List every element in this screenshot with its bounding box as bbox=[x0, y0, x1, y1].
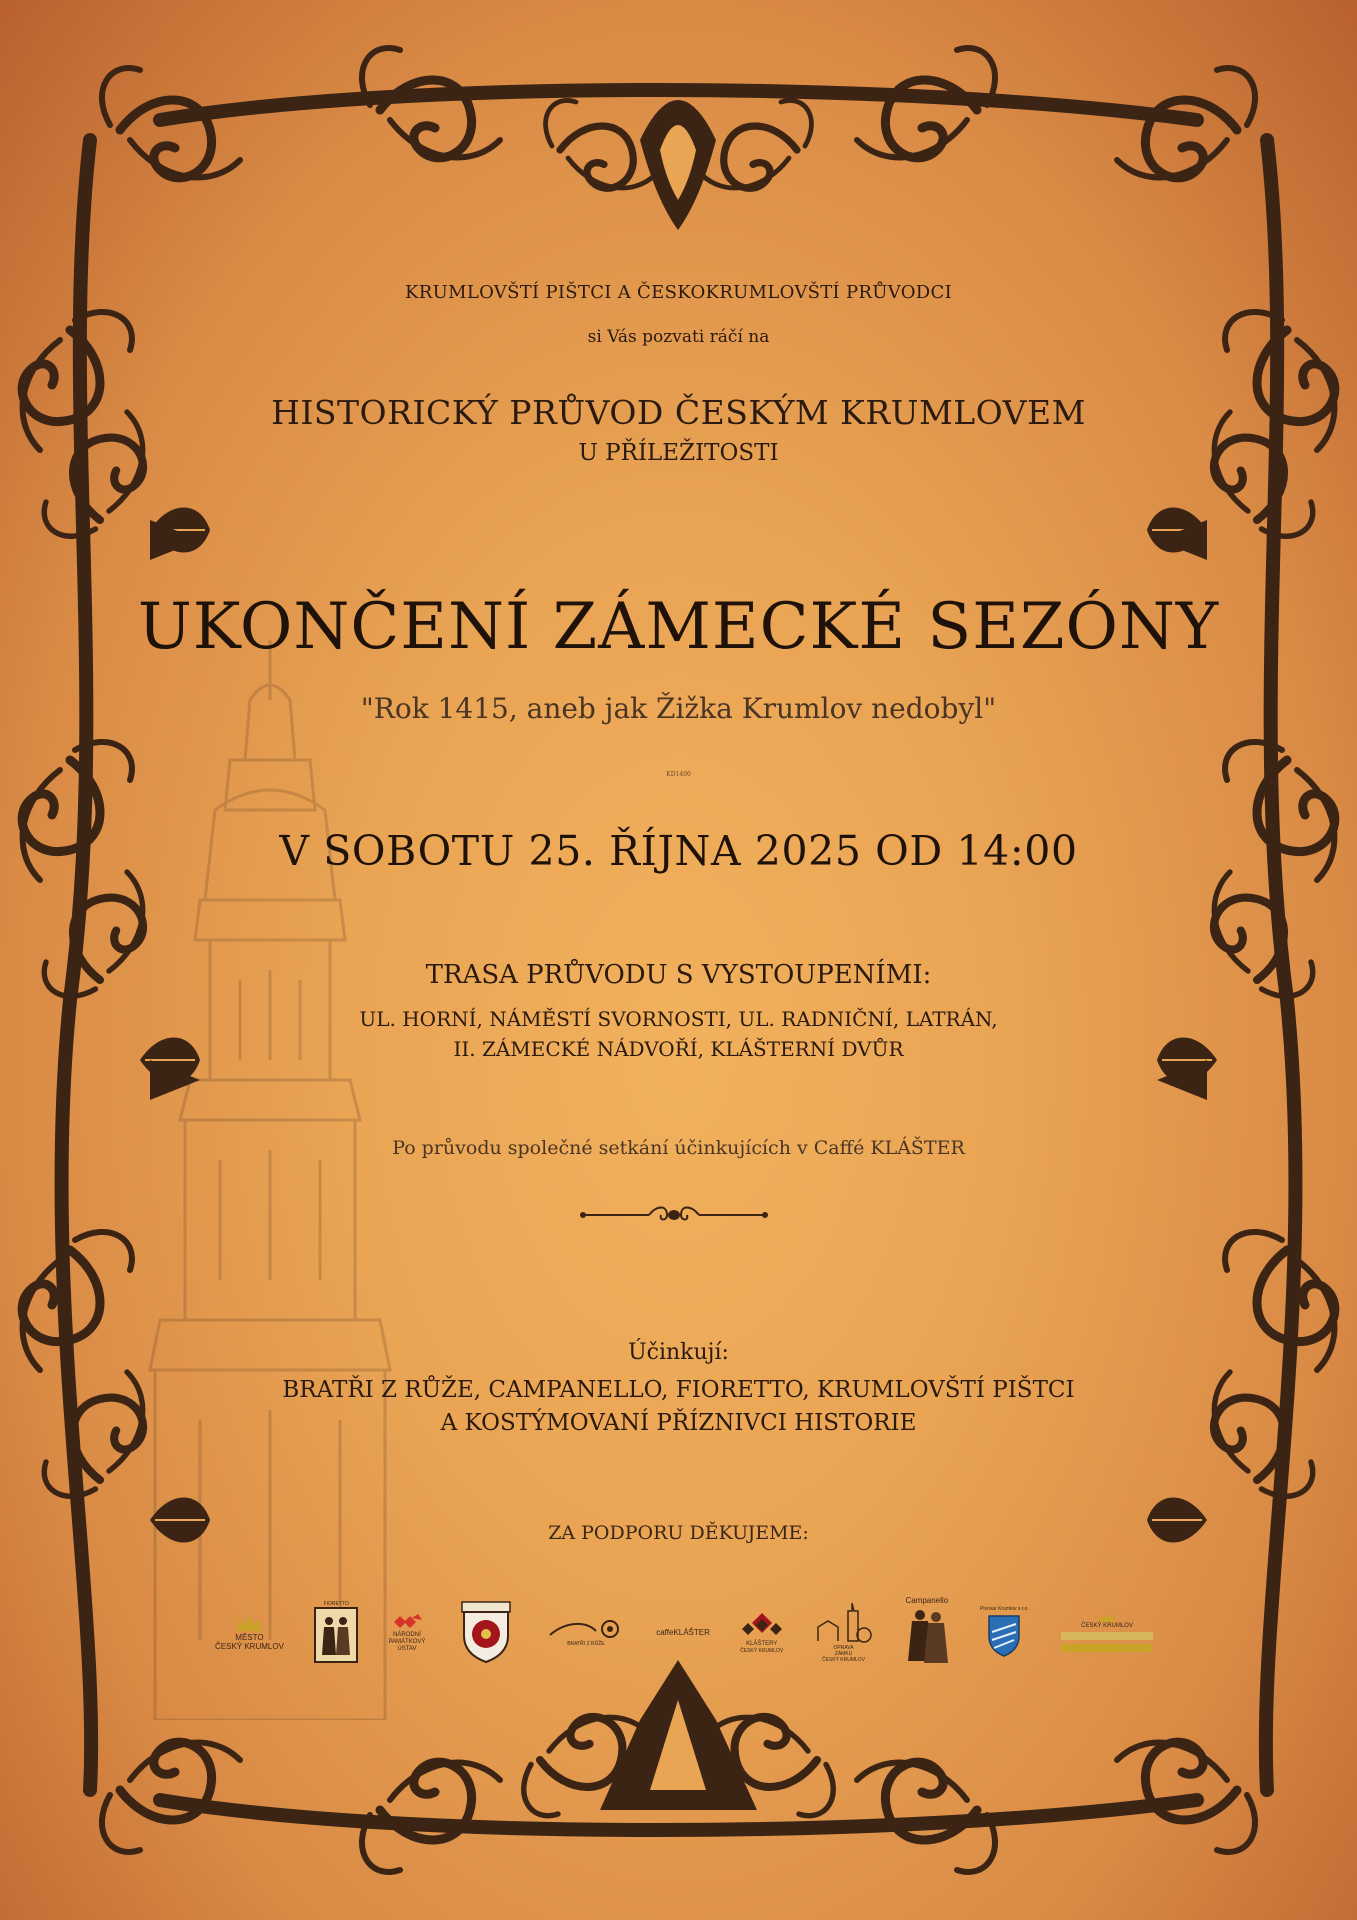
klastery-diamond-icon bbox=[742, 1611, 782, 1641]
castle-icon bbox=[814, 1601, 874, 1645]
blue-shield-icon bbox=[986, 1612, 1022, 1658]
npu-mark-icon bbox=[390, 1612, 424, 1632]
logo-fioretto: FIORETTO bbox=[314, 1601, 358, 1663]
performers-line-1: BRATŘI Z RŮŽE, CAMPANELLO, FIORETTO, KRUMLOVŠTÍ PIŠTCI bbox=[282, 1377, 1075, 1403]
logo-cesky-krumlov-gold: ČESKÝ KRUMLOV bbox=[1059, 1611, 1155, 1654]
logo-npu: NÁRODNÍ PAMÁTKOVÝ ÚSTAV bbox=[388, 1612, 425, 1653]
logo-klastery: KLÁŠTERY ČESKÝ KRUMLOV bbox=[740, 1611, 783, 1654]
rose-shield-icon bbox=[456, 1600, 516, 1664]
event-date: V SOBOTU 25. ŘÍJNA 2025 OD 14:00 bbox=[279, 827, 1078, 875]
performers-title: Účinkují: bbox=[628, 1340, 729, 1365]
gold-bars-icon bbox=[1059, 1630, 1155, 1654]
ornament-divider bbox=[579, 1203, 769, 1227]
occasion-line: U PŘÍLEŽITOSTI bbox=[578, 440, 779, 466]
performers-line-2: A KOSTÝMOVANÍ PŘÍZNIVCI HISTORIE bbox=[440, 1410, 917, 1436]
bratri-rose-icon bbox=[546, 1617, 626, 1641]
procession-heading: HISTORICKÝ PRŮVOD ČESKÝM KRUMLOVEM bbox=[271, 393, 1086, 432]
logo-mesto-cesky-krumlov: MĚSTO ČESKÝ KRUMLOV bbox=[215, 1613, 284, 1651]
route-line-1: UL. HORNÍ, NÁMĚSTÍ SVORNOSTI, UL. RADNIČNÍ, LATRÁN, bbox=[359, 1007, 998, 1031]
sponsors-title: ZA PODPORU DĚKUJEME: bbox=[548, 1522, 809, 1544]
logo-oprava-zamku: OPRAVA ZÁMKU ČESKÝ KRUMLOV bbox=[814, 1601, 874, 1663]
logo-campanello: Campanello bbox=[904, 1596, 950, 1669]
invitation-line: si Vás pozvati ráčí na bbox=[587, 327, 770, 347]
logo-pivovar: Pivovar Krumlov s.r.o. bbox=[980, 1606, 1029, 1658]
after-event-note: Po průvodu společné setkání účinkujících v Caffé KLÁŠTER bbox=[392, 1137, 965, 1159]
route-line-2: II. ZÁMECKÉ NÁDVOŘÍ, KLÁŠTERNÍ DVŮR bbox=[453, 1037, 904, 1061]
logo-bratri-z-ruze: BRATŘI Z RŮŽE bbox=[546, 1617, 626, 1647]
gold-crown-icon bbox=[1097, 1611, 1117, 1623]
tiny-note: KD1400 bbox=[666, 771, 691, 778]
campanello-figures-icon bbox=[904, 1605, 950, 1669]
organizers: KRUMLOVŠTÍ PIŠTCI A ČESKOKRUMLOVŠTÍ PRŮVODCI bbox=[405, 282, 952, 303]
event-subtitle: "Rok 1415, aneb jak Žižka Krumlov nedobyl" bbox=[360, 692, 997, 725]
fioretto-figures-icon bbox=[314, 1607, 358, 1663]
event-title: UKONČENÍ ZÁMECKÉ SEZÓNY bbox=[137, 590, 1220, 664]
route-title: TRASA PRŮVODU S VYSTOUPENÍMI: bbox=[425, 960, 932, 990]
sponsor-logos bbox=[215, 1582, 1155, 1682]
logo-caffe-klaster: caffeKLÁŠTER bbox=[656, 1627, 710, 1637]
crown-icon bbox=[234, 1613, 264, 1633]
logo-krumlovsti-pistci bbox=[456, 1600, 516, 1664]
